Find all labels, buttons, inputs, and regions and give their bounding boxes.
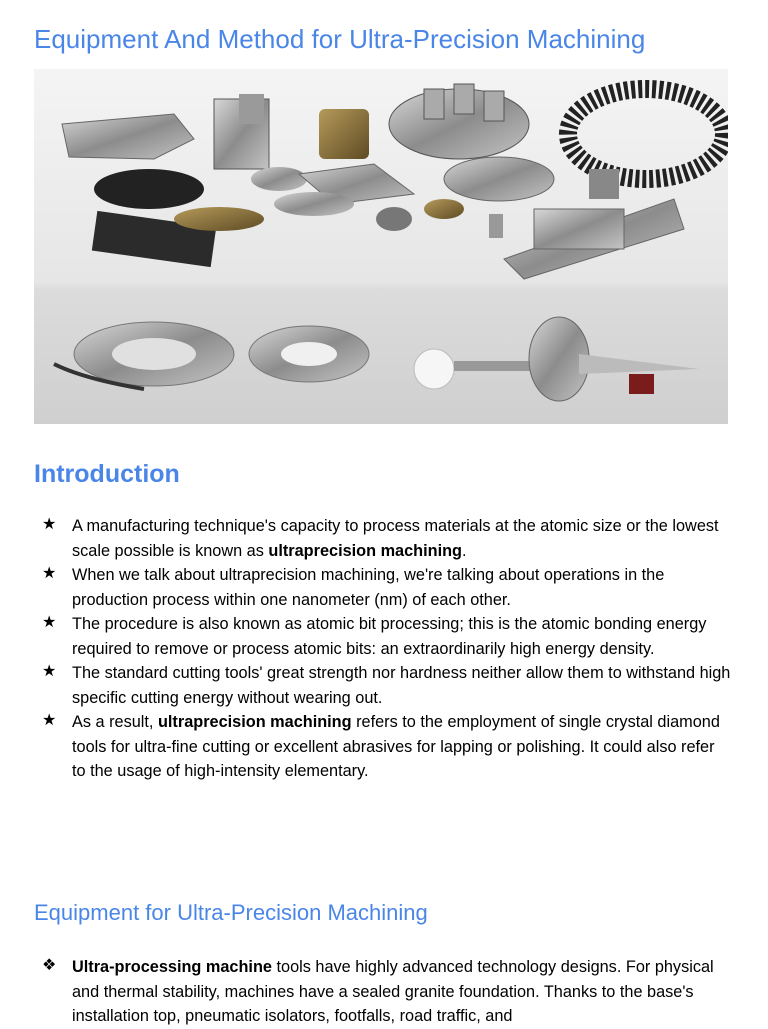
introduction-heading: Introduction [34,460,180,488]
equipment-heading: Equipment for Ultra-Precision Machining [34,900,428,925]
introduction-list [42,514,732,784]
star-icon: ★ [42,712,57,729]
equipment-list [42,955,732,1029]
star-icon: ★ [42,614,57,631]
diamond-cluster-icon: ❖ [42,957,57,974]
list-item: ★ When we talk about ultraprecision machining, we're talking about operations in the production process within one nanometer (nm) of each other. [42,563,732,612]
page-title: Equipment And Method for Ultra-Precision Machining [34,24,646,54]
list-item: ★ The procedure is also known as atomic bit processing; this is the atomic bonding energy required to remove or process atomic bits: an extraordinarily high energy density. [42,612,732,661]
star-icon: ★ [42,565,57,582]
precision-parts-photo [34,69,728,424]
list-item: ★ A manufacturing technique's capacity to process materials at the atomic size or the lowest scale possible is known as ultraprecision machining. [42,514,732,563]
list-item: ❖ Ultra-processing machine tools have highly advanced technology designs. For physical and thermal stability, machines have a sealed granite foundation. Thanks to the base's installation top, pneumatic isolators, footfalls, road traffic, and [42,955,732,1029]
star-icon: ★ [42,516,57,533]
list-item: ★ The standard cutting tools' great strength nor hardness neither allow them to withstand high specific cutting energy without wearing out. [42,661,732,710]
list-item: ★ As a result, ultraprecision machining refers to the employment of single crystal diamond tools for ultra-fine cutting or excellent abrasives for lapping or polishing. It could also refer to the usage of high-intensity elementary. [42,710,732,784]
star-icon: ★ [42,663,57,680]
